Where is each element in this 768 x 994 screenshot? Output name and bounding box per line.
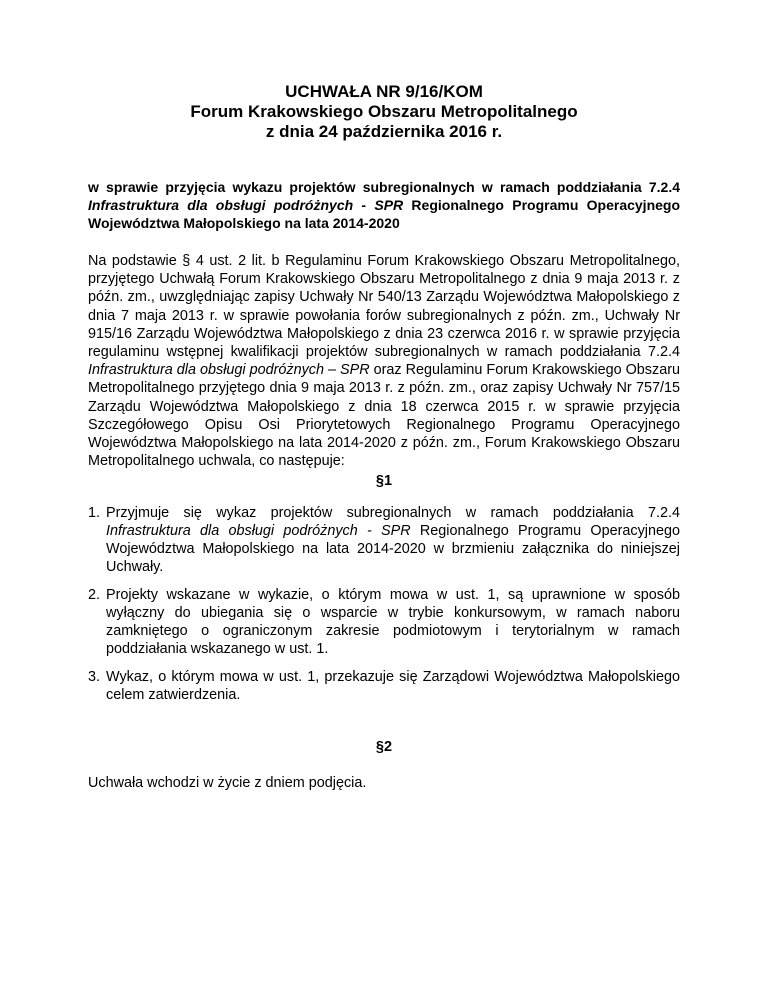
basis-italic: Infrastruktura dla obsługi podróżnych – SPR [88, 362, 370, 379]
resolution-number: UCHWAŁA NR 9/16/KOM [285, 82, 483, 101]
entry-into-force-text: Uchwała wchodzi w życie z dniem podjęcia. [88, 775, 367, 792]
item-1-text-1: Przyjmuje się wykaz projektów subregionalnych w ramach poddziałania 7.2.4 [106, 505, 680, 522]
list-item-number: 2. [88, 587, 101, 604]
issuing-body: Forum Krakowskiego Obszaru Metropolitalnego [190, 102, 578, 121]
item-3-text: Wykaz, o którym mowa w ust. 1, przekazuje się Zarządowi Województwa Małopolskiego celem zatwierdzenia. [106, 669, 680, 704]
list-item [88, 504, 680, 576]
list-item-number: 1. [88, 505, 101, 522]
section-1-heading: §1 [375, 473, 393, 490]
list-item-number: 3. [88, 669, 101, 686]
subject-italic: Infrastruktura dla obsługi podróżnych - SPR [88, 197, 404, 213]
list-item [88, 586, 680, 658]
section-2-heading: §2 [375, 739, 393, 756]
document-page [88, 82, 680, 792]
resolution-subject [88, 178, 680, 232]
item-2-text: Projekty wskazane w wykazie, o którym mowa w ust. 1, są uprawnione w sposób wyłączny do ubiegania się o wsparcie w trybie konkursowym, w ramach naboru zamkniętego o ograniczonym zakresie podmiotowym i terytorialnym w ramach poddziałania wskazanego w ust. 1. [106, 587, 680, 658]
resolution-title [88, 82, 680, 142]
basis-text-2: oraz Regulaminu Forum Krakowskiego Obszaru Metropolitalnego przyjętego dnia 9 maja 2013 r. z późn. zm., oraz zapisy Uchwały Nr 757/15 Zarządu Województwa Małopolskiego z dnia 18 czerwca 2015 r. w sprawie przyjęcia Szczegółowego Opisu Osi Priorytetowych Regionalnego Programu Operacyjnego Województwa Małopolskiego na lata 2014-2020 z późn. zm., Forum Krakowskiego Obszaru Metropolitalnego uchwala, co następuje: [88, 362, 680, 470]
subject-text-1: w sprawie przyjęcia wykazu projektów subregionalnych w ramach poddziałania 7.2.4 [88, 179, 680, 195]
section-1-list [88, 504, 680, 704]
list-item [88, 668, 680, 704]
resolution-date: z dnia 24 października 2016 r. [265, 122, 503, 141]
item-1-italic: Infrastruktura dla obsługi podróżnych - SPR [106, 523, 411, 540]
item-1-text-2: Regionalnego Programu Operacyjnego Województwa Małopolskiego na lata 2014-2020 w brzmieniu załącznika do niniejszej Uchwały. [106, 523, 681, 576]
basis-text-1: Na podstawie § 4 ust. 2 lit. b Regulaminu Forum Krakowskiego Obszaru Metropolitalnego, przyjętego Uchwałą Forum Krakowskiego Obszaru Metropolitalnego z dnia 9 maja 2013 r. z późn. zm., uwzględniając zapisy Uchwały Nr 540/13 Zarządu Województwa Małopolskiego z dnia 7 maja 2013 r. w sprawie powołania forów subregionalnych z późn. zm., Uchwały Nr 915/16 Zarządu Województwa Małopolskiego z dnia 23 czerwca 2016 r. w sprawie przyjęcia regulaminu wstępnej kwalifikacji projektów subregionalnych w ramach poddziałania 7.2.4 [88, 253, 680, 361]
subject-text-2: Regionalnego Programu Operacyjnego Województwa Małopolskiego na lata 2014-2020 [88, 197, 681, 231]
legal-basis [88, 252, 680, 470]
